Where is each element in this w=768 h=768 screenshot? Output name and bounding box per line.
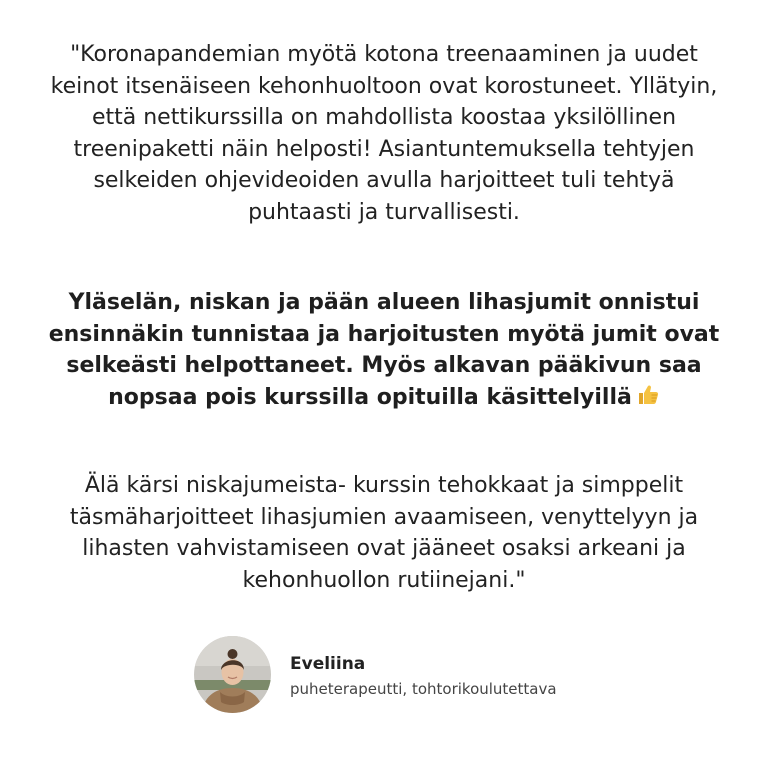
quote-line: selkeästi helpottaneet. Myös alkavan pääkivun saa xyxy=(66,353,702,378)
quote-paragraph-2-bold xyxy=(20,287,748,413)
thumbs-up-icon xyxy=(636,383,660,407)
avatar xyxy=(194,636,271,713)
quote-line: treenipaketti näin helposti! Asiantuntemuksella tehtyjen xyxy=(73,136,695,162)
quote-line: lihasten vahvistamiseen ovat jääneet osaksi arkeani ja xyxy=(82,536,686,561)
quote-line: että nettikurssilla on mahdollista koostaa yksilöllinen xyxy=(91,105,677,130)
quote-line: keinot itsenäiseen kehonhuoltoon ovat korostuneet. Yllätyin, xyxy=(50,73,718,99)
quote-line: täsmäharjoitteet lihasjumien avaamiseen, venyttelyyn ja xyxy=(69,504,699,530)
quote-line: puhtaasti ja turvallisesti. xyxy=(248,199,520,225)
quote-paragraph-3 xyxy=(20,470,748,596)
author-title: puheterapeutti, tohtorikoulutettava xyxy=(290,680,557,698)
author-name: Eveliina xyxy=(290,654,366,674)
person-photo-avatar xyxy=(194,636,271,713)
quote-line: "Koronapandemian myötä kotona treenaaminen ja uudet xyxy=(70,42,698,67)
quote-line: Älä kärsi niskajumeista- kurssin tehokkaat ja simppelit xyxy=(84,473,684,498)
quote-paragraph-1 xyxy=(20,39,748,228)
quote-line: Yläselän, niskan ja pään alueen lihasjumit onnistui xyxy=(68,290,700,315)
quote-line: nopsaa pois kurssilla opituilla käsittelyillä xyxy=(108,384,632,410)
quote-line: selkeiden ohjevideoiden avulla harjoitteet tuli tehtyä xyxy=(93,168,675,193)
quote-line: ensinnäkin tunnistaa ja harjoitusten myötä jumit ovat xyxy=(48,321,720,347)
quote-line: kehonhuollon rutiinejani." xyxy=(242,567,526,593)
